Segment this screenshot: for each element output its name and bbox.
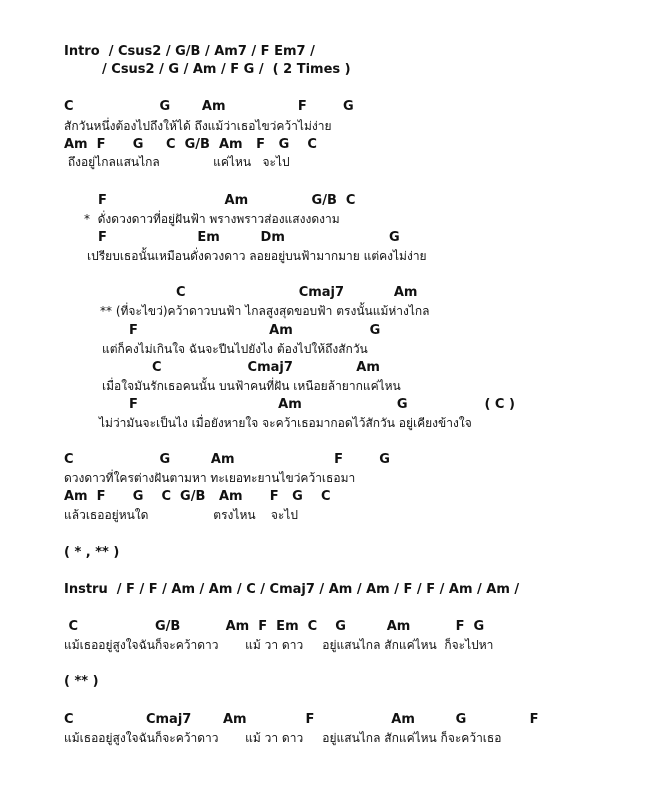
outro1-lyric: แม้เธออยู่สูงใจฉันก็จะคว้าดาว แม้ วา ดาว อยู่แสนไกล สักแค่ไหน ก็จะไปหา	[64, 638, 494, 652]
outro2-lyric: แม้เธออยู่สูงใจฉันก็จะคว้าดาว แม้ วา ดาว อยู่แสนไกล สักแค่ไหน ก็จะคว้าเธอ	[64, 731, 502, 745]
verse2-chords-1: C G Am F G	[64, 452, 390, 467]
bridge-chords-4: F Am G ( C )	[129, 397, 515, 412]
repeat-marker: ( * , ** )	[64, 545, 120, 560]
verse2-lyric-2: แล้วเธออยู่หนใด ตรงไหน จะไป	[64, 508, 298, 522]
bridge-lyric-1: ** (ที่จะไขว่)คว้าดาวบนฟ้า ไกลสูงสุดขอบฟ้า ตรงนั้นแม้ห่างไกล	[100, 304, 430, 318]
bridge-lyric-4: ไม่ว่ามันจะเป็นไง เมื่อยังหายใจ จะคว้าเธอมากอดไว้สักวัน อยู่เคียงข้างใจ	[99, 416, 472, 430]
verse2-lyric-1: ดวงดาวที่ใครต่างฝันตามหา ทะเยอทะยานไขว่คว้าเธอมา	[64, 471, 356, 485]
bridge-chords-2: F Am G	[129, 323, 381, 338]
chorus-chords-2: F Em Dm G	[98, 230, 400, 245]
chorus-lyric-1: * ดั่งดวงดาวที่อยู่ฝันฟ้า พรางพราวส่องแสงงดงาม	[84, 212, 340, 226]
bridge-lyric-2: แต่ก็คงไม่เกินใจ ฉันจะปีนไปยังไง ต้องไปให้ถึงสักวัน	[102, 342, 368, 356]
repeat-marker-2: ( ** )	[64, 674, 99, 689]
bridge-lyric-3: เมื่อใจมันรักเธอคนนั้น บนฟ้าคนที่ฝัน เหนือยล้ายากแค่ไหน	[102, 379, 401, 393]
outro1-chords: C G/B Am F Em C G Am F G	[64, 619, 485, 634]
verse1-chords-1: C G Am F G	[64, 99, 354, 114]
intro-line-1: Intro / Csus2 / G/B / Am7 / F Em7 /	[64, 44, 315, 59]
intro-line-2: / Csus2 / G / Am / F G / ( 2 Times )	[102, 62, 351, 77]
outro2-chords: C Cmaj7 Am F Am G F	[64, 712, 539, 727]
chorus-chords-1: F Am G/B C	[98, 193, 356, 208]
verse2-chords-2: Am F G C G/B Am F G C	[64, 489, 331, 504]
chorus-lyric-2: เปรียบเธอนั้นเหมือนดั่งดวงดาว ลอยอยู่บนฟ้ามากมาย แต่คงไม่ง่าย	[87, 249, 427, 263]
verse1-lyric-2: ถึงอยู่ไกลแสนไกล แค่ไหน จะไป	[64, 155, 290, 169]
bridge-chords-3: C Cmaj7 Am	[152, 360, 380, 375]
bridge-chords-1: C Cmaj7 Am	[176, 285, 418, 300]
instrumental-line: Instru / F / F / Am / Am / C / Cmaj7 / Am / Am / F / F / Am / Am /	[64, 582, 520, 597]
verse1-lyric-1: สักวันหนึ่งต้องไปถึงให้ได้ ถึงแม้ว่าเธอไขว่คว้าไม่ง่าย	[64, 119, 332, 133]
verse1-chords-2: Am F G C G/B Am F G C	[64, 137, 317, 152]
